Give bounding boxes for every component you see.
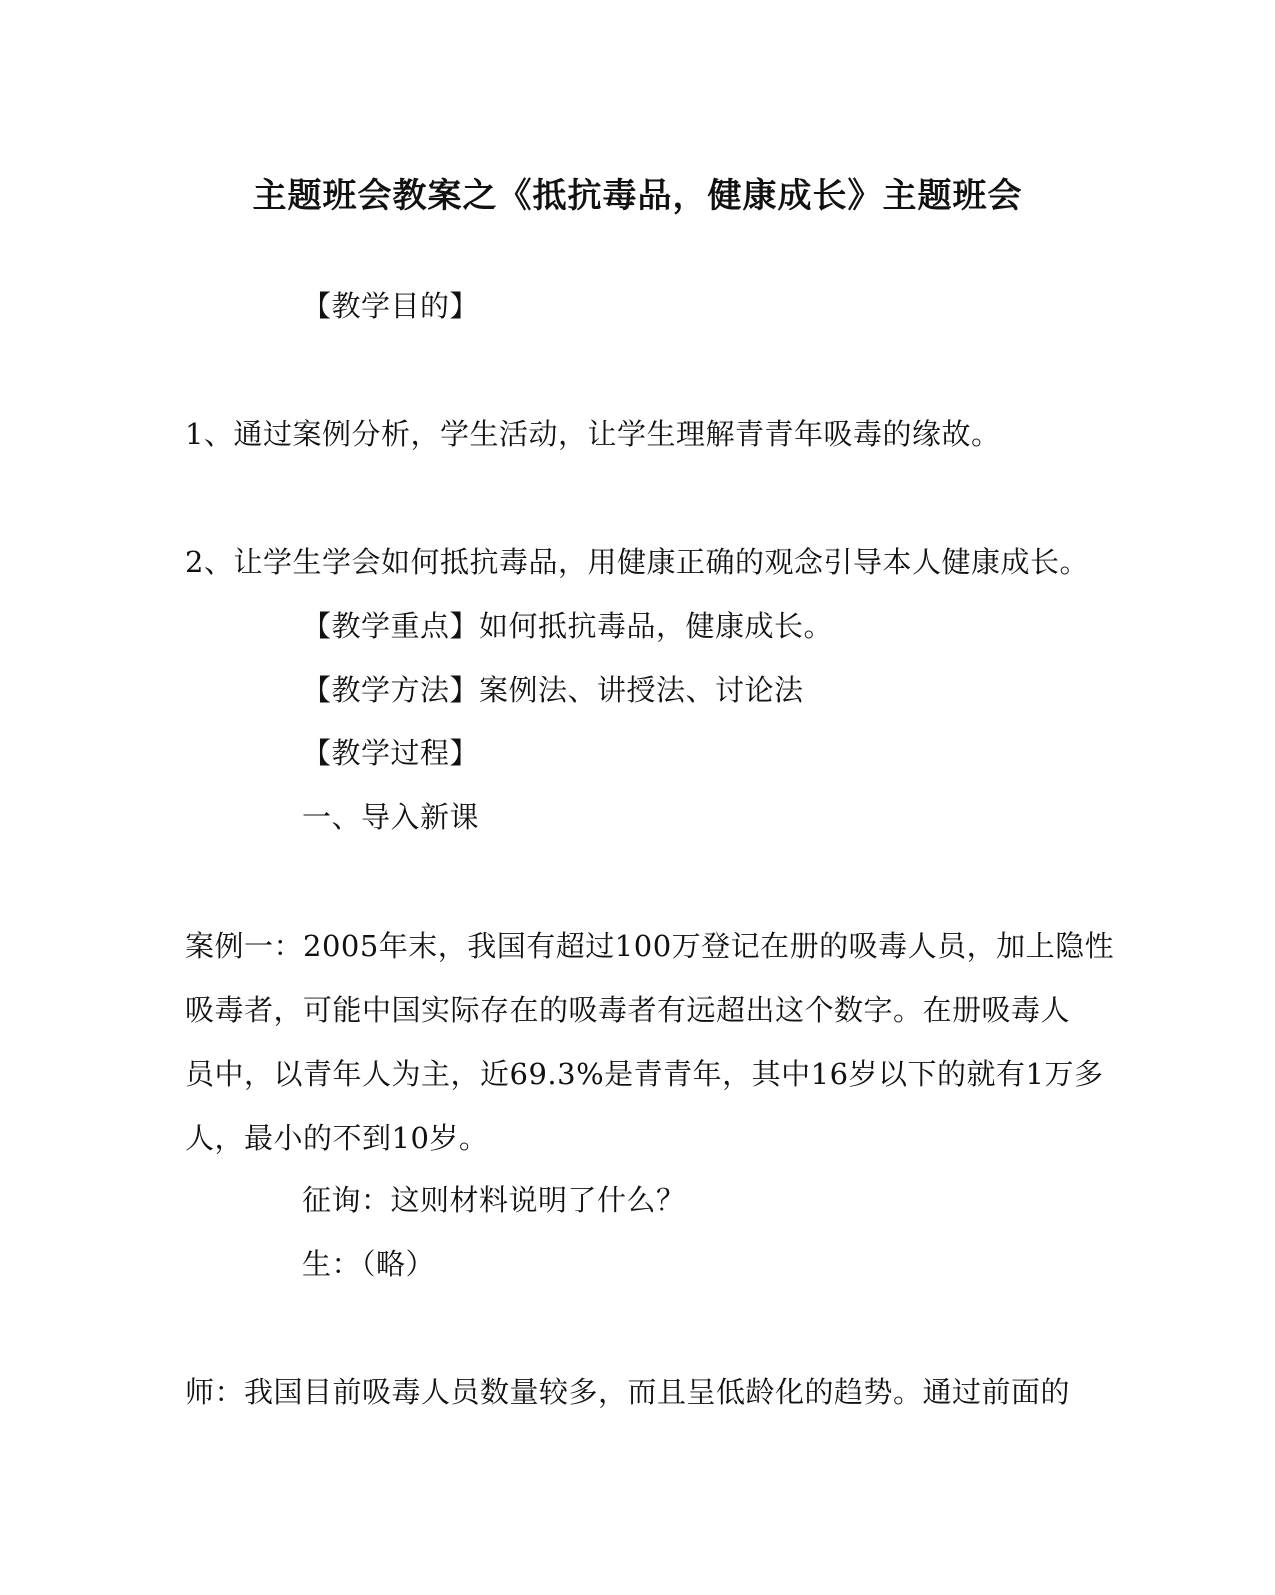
case-line: 人，最小的不到10岁。 [185,1121,489,1155]
key-point-line: 【教学重点】如何抵抗毒品，健康成长。 [302,609,834,643]
objective-heading: 【教学目的】 [302,289,480,323]
student-answer-line: 生：（略） [302,1247,436,1281]
objective-item-1: 1、通过案例分析，学生活动，让学生理解青青年吸毒的缘故。 [185,417,1001,451]
case-paragraph-1 [185,914,1115,1170]
question-line: 征询：这则材料说明了什么？ [302,1183,686,1217]
case-line: 员中，以青年人为主，近69.3%是青青年，其中16岁以下的就有1万多 [185,1057,1104,1091]
method-line: 【教学方法】案例法、讲授法、讨论法 [302,673,804,707]
section-heading-1: 一、导入新课 [302,800,480,834]
document-title: 主题班会教案之《抵抗毒品，健康成长》主题班会 [252,176,1023,216]
case-line: 吸毒者，可能中国实际存在的吸毒者有远超出这个数字。在册吸毒人 [185,993,1071,1027]
process-heading: 【教学过程】 [302,736,480,770]
case-line: 案例一：2005年末，我国有超过100万登记在册的吸毒人员，加上隐性 [185,929,1115,963]
teacher-line: 师：我国目前吸毒人员数量较多，而且呈低龄化的趋势。通过前面的 [185,1375,1071,1409]
objective-item-2: 2、让学生学会如何抵抗毒品，用健康正确的观念引导本人健康成长。 [185,545,1089,579]
